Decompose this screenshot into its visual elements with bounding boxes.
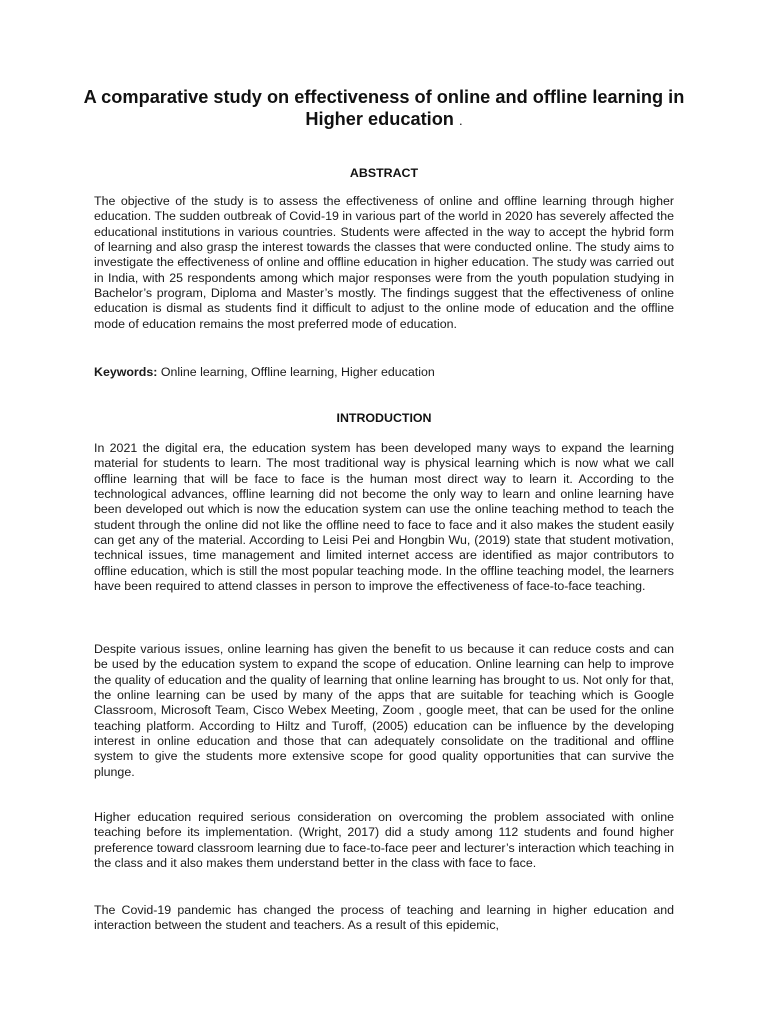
abstract-heading: ABSTRACT	[349, 166, 419, 180]
paper-title	[60, 87, 708, 131]
introduction-paragraph-4: The Covid-19 pandemic has changed the process of teaching and learning in higher education and interaction between the student and teachers. As a result of this epidemic,	[94, 903, 674, 933]
keywords-text: Online learning, Offline learning, Higher education	[160, 365, 435, 379]
abstract-body: The objective of the study is to assess the effectiveness of online and offline learning through higher education. The sudden outbreak of Covid-19 in various part of the world in 2020 has severely affected the educational institutions in various countries. Students were affected in the way to accept the hybrid form of learning and also grasp the interest towards the classes that were conducted online. The study aims to investigate the effectiveness of online and offline education in higher education. The study was carried out in India, with 25 respondents among which major responses were from the youth population studying in Bachelor’s program, Diploma and Master’s mostly. The findings suggest that the effectiveness of online education is dismal as students find it difficult to adjust to the online mode of education and the offline mode of education remains the most preferred mode of education.	[94, 194, 674, 331]
keywords-label: Keywords:	[94, 365, 158, 379]
paper-title-trailing-mark: .	[458, 112, 463, 128]
introduction-heading: INTRODUCTION	[336, 411, 432, 425]
introduction-paragraph-1: In 2021 the digital era, the education system has been developed many ways to expand the learning material for students to learn. The most traditional way is physical learning which is now what we call offline learning that will be face to face is the human most direct way to learn it. According to the technological advances, offline learning did not become the only way to learn and online learning have been developed out which is now the education system can use the online teaching method to teach the student through the online did not like the offline need to face to face and it also makes the student easily can get any of the material. According to Leisi Pei and Hongbin Wu, (2019) state that student motivation, technical issues, time management and limited internet access are identified as major contributors to offline education, which is still the most popular teaching mode. In the offline teaching model, the learners have been required to attend classes in person to improve the effectiveness of face-to-face teaching.	[94, 441, 674, 594]
introduction-paragraph-3: Higher education required serious consideration on overcoming the problem associated with online teaching before its implementation. (Wright, 2017) did a study among 112 students and found higher preference toward classroom learning due to face-to-face peer and lecturer’s interaction which teaching in the class and it also makes them understand better in the class with face to face.	[94, 810, 674, 871]
keywords-line	[94, 365, 674, 380]
introduction-paragraph-2: Despite various issues, online learning has given the benefit to us because it can reduce costs and can be used by the education system to expand the scope of education. Online learning can help to improve the quality of education and the quality of learning that online learning has brought to us. Not only for that, the online learning can be used by many of the apps that are suitable for teaching which is Google Classroom, Microsoft Team, Cisco Webex Meeting, Zoom , google meet, that can be used for the online teaching platform. According to Hiltz and Turoff, (2005) education can be influence by the developing interest in online education and those that can adequately consolidate on the traditional and offline system to give the students more extensive scope for good quality opportunities that can survive the plunge.	[94, 642, 674, 779]
paper-title-text: A comparative study on effectiveness of online and offline learning in Higher education	[83, 87, 685, 129]
